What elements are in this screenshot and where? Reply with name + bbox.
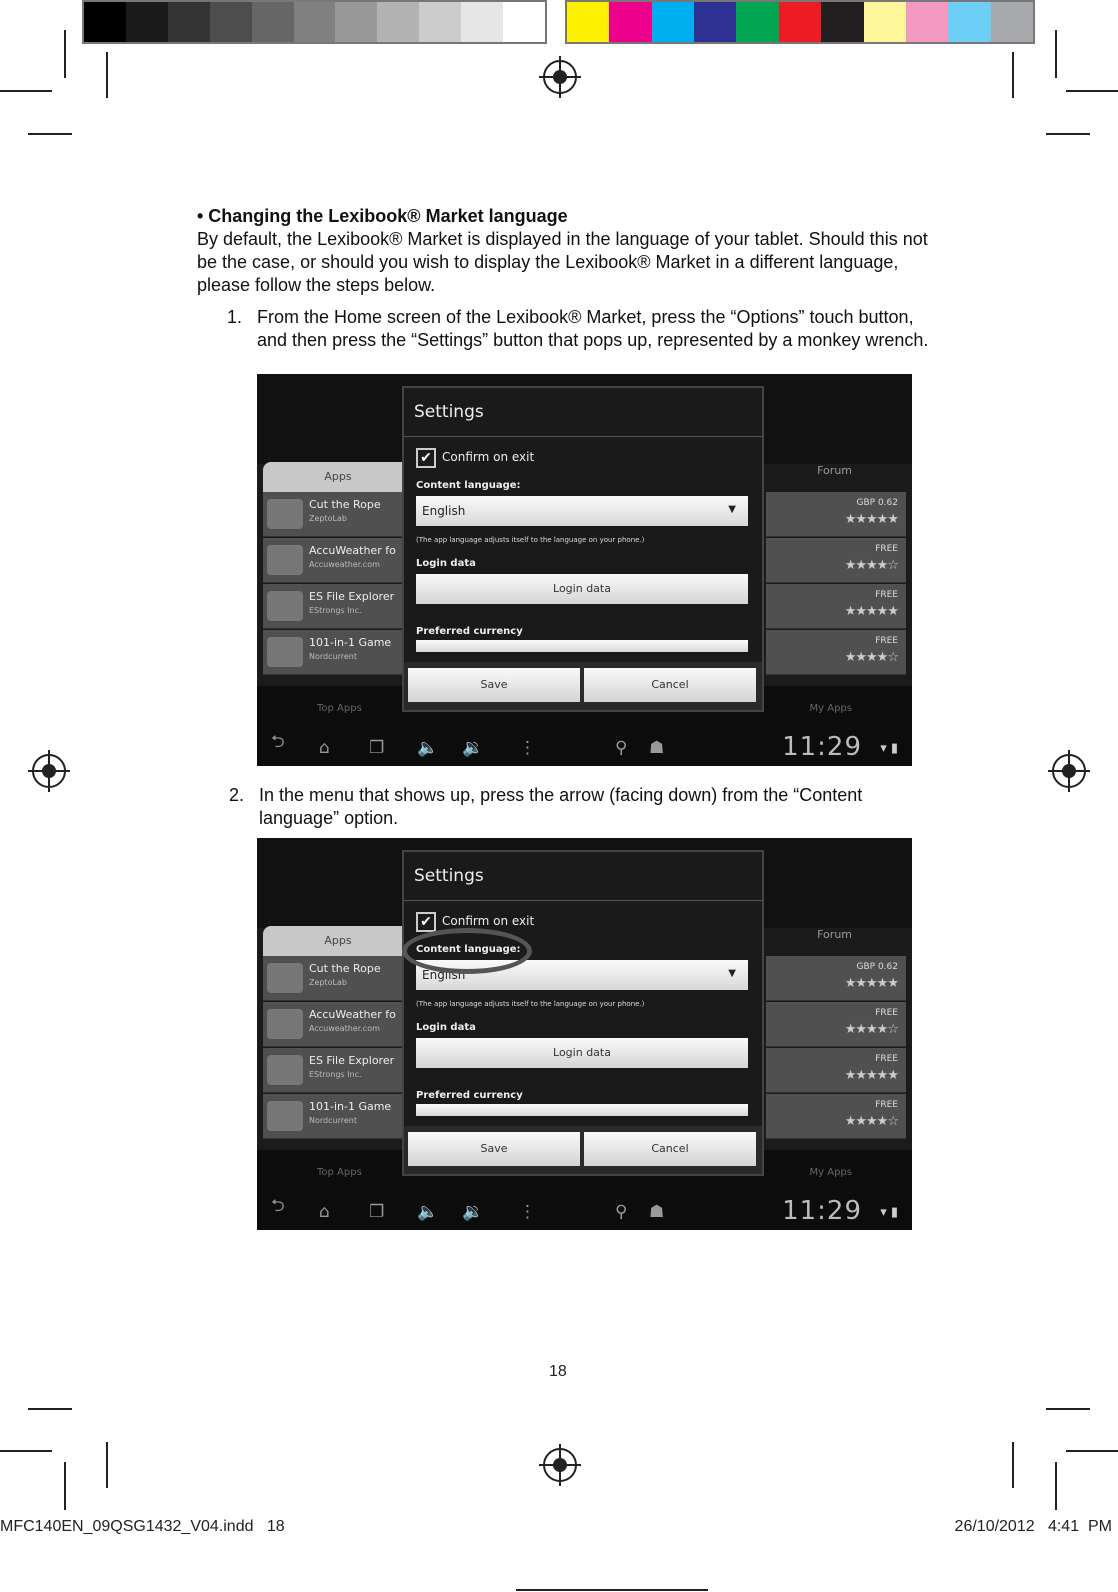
crop-mark xyxy=(106,1442,108,1488)
color-swatch xyxy=(821,2,863,42)
list-item-price[interactable] xyxy=(766,956,906,1001)
price: FREE xyxy=(875,636,898,646)
price: FREE xyxy=(875,1054,898,1064)
preferred-currency-label: Preferred currency xyxy=(416,1090,523,1101)
color-swatch xyxy=(126,2,168,42)
price: FREE xyxy=(875,1008,898,1018)
crop-mark xyxy=(106,52,108,98)
list-item[interactable] xyxy=(263,1048,403,1093)
list-item[interactable] xyxy=(263,492,403,537)
tab-my-apps[interactable]: My Apps xyxy=(809,1167,852,1178)
list-item-price[interactable] xyxy=(766,584,906,629)
registration-mark-icon xyxy=(543,1448,577,1482)
language-hint: (The app language adjusts itself to the language on your phone.) xyxy=(416,1000,645,1008)
usb-icon: ⚲ xyxy=(615,1202,628,1222)
dialog-title: Settings xyxy=(414,402,484,422)
list-item-price[interactable] xyxy=(766,1094,906,1139)
color-swatch xyxy=(335,2,377,42)
app-icon xyxy=(267,499,303,529)
app-icon xyxy=(267,1009,303,1039)
tab-top-apps[interactable]: Top Apps xyxy=(317,703,362,714)
rating-stars-icon: ★★★★★ xyxy=(844,604,898,619)
tab-forum[interactable]: Forum xyxy=(817,464,852,477)
page-number: 18 xyxy=(549,1363,567,1380)
content-language-label: Content language: xyxy=(416,944,521,955)
color-swatch xyxy=(419,2,461,42)
login-data-button[interactable]: Login data xyxy=(416,1038,748,1068)
color-swatch xyxy=(779,2,821,42)
crop-mark xyxy=(1066,1450,1118,1452)
content-language-label: Content language: xyxy=(416,480,521,491)
usb-icon: ⚲ xyxy=(615,738,628,758)
app-vendor: Nordcurrent xyxy=(309,652,357,661)
home-icon[interactable]: ⌂ xyxy=(319,738,330,758)
crop-mark xyxy=(28,133,72,135)
intro-paragraph: By default, the Lexibook® Market is displayed in the language of your tablet. Should this not be the case, or should you wish to display the Lexibook® Market in a different language, please follow the steps below. xyxy=(197,229,928,295)
date-stamp: 26/10/2012 4:41 PM xyxy=(954,1518,1112,1535)
chevron-down-icon[interactable]: ▼ xyxy=(728,504,736,515)
highlight-circle xyxy=(402,928,532,974)
app-vendor: EStrongs Inc. xyxy=(309,1070,362,1079)
list-item[interactable] xyxy=(263,956,403,1001)
currency-select[interactable] xyxy=(416,1104,748,1116)
settings-dialog xyxy=(402,386,764,712)
rating-stars-icon: ★★★★☆ xyxy=(844,558,898,573)
rating-stars-icon: ★★★★☆ xyxy=(844,1114,898,1129)
home-icon[interactable]: ⌂ xyxy=(319,1202,330,1222)
crop-mark xyxy=(1046,133,1090,135)
divider xyxy=(516,1589,708,1591)
tab-apps[interactable]: Apps xyxy=(263,926,413,956)
color-swatch xyxy=(567,2,609,42)
color-swatch xyxy=(294,2,336,42)
dialog-title: Settings xyxy=(414,866,484,886)
list-item-price[interactable] xyxy=(766,492,906,537)
app-icon xyxy=(267,591,303,621)
app-icon xyxy=(267,545,303,575)
list-item-price[interactable] xyxy=(766,1048,906,1093)
price: FREE xyxy=(875,544,898,554)
list-item[interactable] xyxy=(263,538,403,583)
crop-mark xyxy=(1066,90,1118,92)
step-number: 1. xyxy=(227,307,243,327)
step-text: From the Home screen of the Lexibook® Market, press the “Options” touch button, and then press the “Settings” button that pops up, represented by a monkey wrench. xyxy=(257,307,929,350)
volume-up-icon[interactable]: 🔉 xyxy=(462,1202,484,1222)
app-icon xyxy=(267,637,303,667)
cancel-button[interactable]: Cancel xyxy=(584,668,756,702)
volume-down-icon[interactable]: 🔈 xyxy=(417,738,439,758)
app-vendor: Accuweather.com xyxy=(309,1024,380,1033)
color-swatch xyxy=(252,2,294,42)
color-swatch xyxy=(461,2,503,42)
battery-icon: ▾ ▮ xyxy=(880,1205,898,1220)
battery-icon: ▾ ▮ xyxy=(880,741,898,756)
selected-language: English xyxy=(422,968,466,982)
app-name: AccuWeather fo xyxy=(309,544,396,557)
crop-mark xyxy=(64,1462,66,1510)
save-button[interactable]: Save xyxy=(408,668,580,702)
crop-mark xyxy=(1012,1442,1014,1488)
back-icon[interactable]: ⮌ xyxy=(271,1196,285,1216)
price: GBP 0.62 xyxy=(856,962,898,972)
step-number: 2. xyxy=(229,785,245,805)
divider xyxy=(404,900,762,901)
file-name: MFC140EN_09QSG1432_V04.indd 18 xyxy=(0,1518,285,1535)
crop-mark xyxy=(64,30,66,78)
step-text: In the menu that shows up, press the arrow (facing down) from the “Content language” option. xyxy=(259,785,863,828)
confirm-exit-label: Confirm on exit xyxy=(442,450,535,464)
color-swatch xyxy=(864,2,906,42)
menu-icon[interactable]: ⋮ xyxy=(519,738,536,758)
price: GBP 0.62 xyxy=(856,498,898,508)
section-heading: • Changing the Lexibook® Market language xyxy=(197,206,568,226)
crop-mark xyxy=(1012,52,1014,98)
volume-down-icon[interactable]: 🔈 xyxy=(417,1202,439,1222)
color-swatch xyxy=(736,2,778,42)
app-icon xyxy=(267,1101,303,1131)
tab-my-apps[interactable]: My Apps xyxy=(809,703,852,714)
app-name: AccuWeather fo xyxy=(309,1008,396,1021)
list-item[interactable] xyxy=(263,1002,403,1047)
rating-stars-icon: ★★★★☆ xyxy=(844,1022,898,1037)
app-name: Cut the Rope xyxy=(309,962,381,975)
rating-stars-icon: ★★★★★ xyxy=(844,512,898,527)
settings-screenshot-2 xyxy=(257,838,912,1230)
color-swatch xyxy=(168,2,210,42)
grayscale-color-bar xyxy=(82,0,547,44)
app-vendor: ZeptoLab xyxy=(309,978,347,987)
app-name: ES File Explorer xyxy=(309,1054,395,1067)
color-swatch xyxy=(652,2,694,42)
content-language-select[interactable] xyxy=(416,496,748,526)
process-color-bar xyxy=(565,0,1035,44)
app-vendor: Nordcurrent xyxy=(309,1116,357,1125)
recent-apps-icon[interactable]: ❐ xyxy=(369,1202,385,1222)
price: FREE xyxy=(875,1100,898,1110)
settings-screenshot-1 xyxy=(257,374,912,766)
rating-stars-icon: ★★★★☆ xyxy=(844,650,898,665)
color-swatch xyxy=(210,2,252,42)
selected-language: English xyxy=(422,504,466,518)
app-vendor: Accuweather.com xyxy=(309,560,380,569)
crop-mark xyxy=(0,1450,52,1452)
step-1 xyxy=(227,306,937,352)
clock: 11:29 xyxy=(782,1196,862,1226)
tab-forum[interactable]: Forum xyxy=(817,928,852,941)
color-swatch xyxy=(377,2,419,42)
crop-mark xyxy=(0,90,52,92)
chevron-down-icon[interactable]: ▼ xyxy=(728,968,736,979)
list-item-price[interactable] xyxy=(766,538,906,583)
volume-up-icon[interactable]: 🔉 xyxy=(462,738,484,758)
color-swatch xyxy=(84,2,126,42)
rating-stars-icon: ★★★★★ xyxy=(844,976,898,991)
color-swatch xyxy=(948,2,990,42)
login-data-button[interactable]: Login data xyxy=(416,574,748,604)
confirm-exit-label: Confirm on exit xyxy=(442,914,535,928)
registration-mark-icon xyxy=(543,60,577,94)
color-swatch xyxy=(906,2,948,42)
registration-mark-icon xyxy=(1052,754,1086,788)
registration-mark-icon xyxy=(32,754,66,788)
color-swatch xyxy=(694,2,736,42)
preferred-currency-label: Preferred currency xyxy=(416,626,523,637)
tab-top-apps[interactable]: Top Apps xyxy=(317,1167,362,1178)
android-icon: ☗ xyxy=(649,1202,665,1222)
app-vendor: ZeptoLab xyxy=(309,514,347,523)
app-name: Cut the Rope xyxy=(309,498,381,511)
app-name: 101-in-1 Game xyxy=(309,636,392,649)
color-swatch xyxy=(503,2,545,42)
color-swatch xyxy=(609,2,651,42)
android-icon: ☗ xyxy=(649,738,665,758)
menu-icon[interactable]: ⋮ xyxy=(519,1202,536,1222)
back-icon[interactable]: ⮌ xyxy=(271,732,285,752)
rating-stars-icon: ★★★★★ xyxy=(844,1068,898,1083)
save-button[interactable]: Save xyxy=(408,1132,580,1166)
divider xyxy=(404,436,762,437)
list-item[interactable] xyxy=(263,1094,403,1139)
language-hint: (The app language adjusts itself to the language on your phone.) xyxy=(416,536,645,544)
color-swatch xyxy=(991,2,1033,42)
tab-apps[interactable]: Apps xyxy=(263,462,413,492)
app-vendor: EStrongs Inc. xyxy=(309,606,362,615)
currency-select[interactable] xyxy=(416,640,748,652)
confirm-exit-checkbox[interactable]: ✔ xyxy=(416,912,436,932)
list-item-price[interactable] xyxy=(766,1002,906,1047)
login-data-label: Login data xyxy=(416,558,476,569)
app-icon xyxy=(267,963,303,993)
crop-mark xyxy=(1046,1408,1090,1410)
login-data-label: Login data xyxy=(416,1022,476,1033)
app-name: ES File Explorer xyxy=(309,590,395,603)
list-item[interactable] xyxy=(263,584,403,629)
settings-dialog xyxy=(402,850,764,1176)
crop-mark xyxy=(1055,30,1057,78)
list-item[interactable] xyxy=(263,630,403,675)
dialog-footer xyxy=(404,662,762,710)
app-icon xyxy=(267,1055,303,1085)
list-item-price[interactable] xyxy=(766,630,906,675)
price: FREE xyxy=(875,590,898,600)
clock: 11:29 xyxy=(782,732,862,762)
recent-apps-icon[interactable]: ❐ xyxy=(369,738,385,758)
step-2 xyxy=(229,784,939,830)
app-name: 101-in-1 Game xyxy=(309,1100,392,1113)
cancel-button[interactable]: Cancel xyxy=(584,1132,756,1166)
crop-mark xyxy=(1055,1462,1057,1510)
confirm-exit-checkbox[interactable]: ✔ xyxy=(416,448,436,468)
crop-mark xyxy=(28,1408,72,1410)
dialog-footer xyxy=(404,1126,762,1174)
